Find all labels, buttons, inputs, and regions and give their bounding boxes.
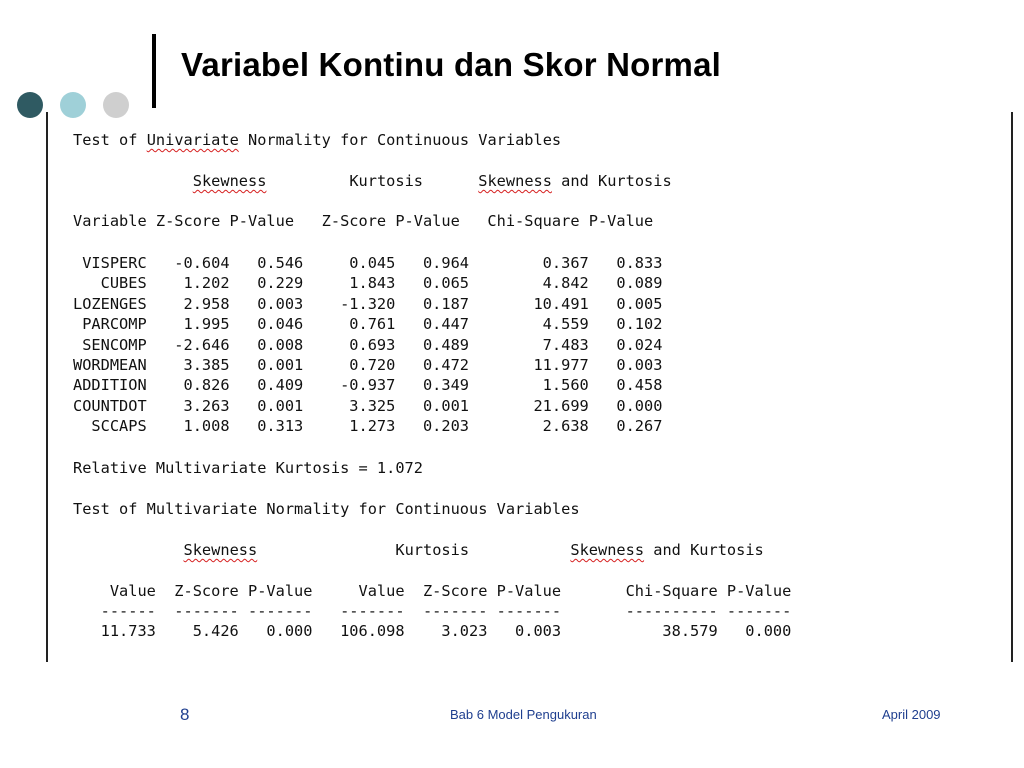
footer-title: Bab 6 Model Pengukuran <box>450 707 597 722</box>
table-row: SENCOMP -2.646 0.008 0.693 0.489 7.483 0.024 <box>73 335 663 354</box>
group-skew-kurt: Skewness <box>478 172 552 190</box>
decor-dot-light <box>60 92 86 118</box>
table-row: WORDMEAN 3.385 0.001 0.720 0.472 11.977 0.003 <box>73 356 663 375</box>
title-divider <box>152 34 156 108</box>
mv-group-kurtosis: Kurtosis <box>395 541 470 559</box>
mv-group-skewness: Skewness <box>183 541 258 559</box>
slide-title: Variabel Kontinu dan Skor Normal <box>181 46 722 83</box>
table-row: LOZENGES 2.958 0.003 -1.320 0.187 10.491 0.005 <box>73 294 663 313</box>
univariate-table <box>73 253 662 437</box>
mv-group-skew-kurt: Skewness <box>570 541 645 559</box>
output-frame-right <box>1011 112 1013 662</box>
table-row: COUNTDOT 3.263 0.001 3.325 0.001 21.699 0.000 <box>73 396 663 415</box>
table-row: VISPERC -0.604 0.546 0.045 0.964 0.367 0.833 <box>73 254 663 272</box>
univariate-heading: Test of Univariate Normality for Continuous Variables <box>73 131 562 149</box>
table-row: CUBES 1.202 0.229 1.843 0.065 4.842 0.089 <box>73 274 663 293</box>
relative-multivariate-kurtosis: Relative Multivariate Kurtosis = 1.072 <box>73 459 423 477</box>
multivariate-heading: Test of Multivariate Normality for Continuous Variables <box>73 500 580 518</box>
table-row: PARCOMP 1.995 0.046 0.761 0.447 4.559 0.102 <box>73 315 663 334</box>
multivariate-group-headers: Skewness Kurtosis Skewness and Kurtosis <box>183 541 764 559</box>
multivariate-values: 11.733 5.426 0.000 106.098 3.023 0.003 38.579 0.000 <box>73 622 792 640</box>
decor-dot-gray <box>103 92 129 118</box>
output-frame-left <box>46 112 48 662</box>
group-kurtosis: Kurtosis <box>349 172 423 190</box>
group-skewness: Skewness <box>192 172 267 190</box>
univariate-word: Univariate <box>146 131 239 149</box>
decor-dot-dark <box>17 92 43 118</box>
univariate-group-headers: Skewness Kurtosis Skewness and Kurtosis <box>192 172 672 190</box>
page-number: 8 <box>180 705 190 724</box>
univariate-column-header: Variable Z-Score P-Value Z-Score P-Value Chi-Square P-Value <box>73 212 654 230</box>
table-row: ADDITION 0.826 0.409 -0.937 0.349 1.560 0.458 <box>73 376 663 395</box>
multivariate-dashes: ------ ------- ------- ------- ------- ------- ---------- ------- <box>73 602 792 620</box>
multivariate-column-header: Value Z-Score P-Value Value Z-Score P-Value Chi-Square P-Value <box>73 582 792 600</box>
table-row: SCCAPS 1.008 0.313 1.273 0.203 2.638 0.267 <box>73 417 663 436</box>
footer-date: April 2009 <box>882 707 941 722</box>
